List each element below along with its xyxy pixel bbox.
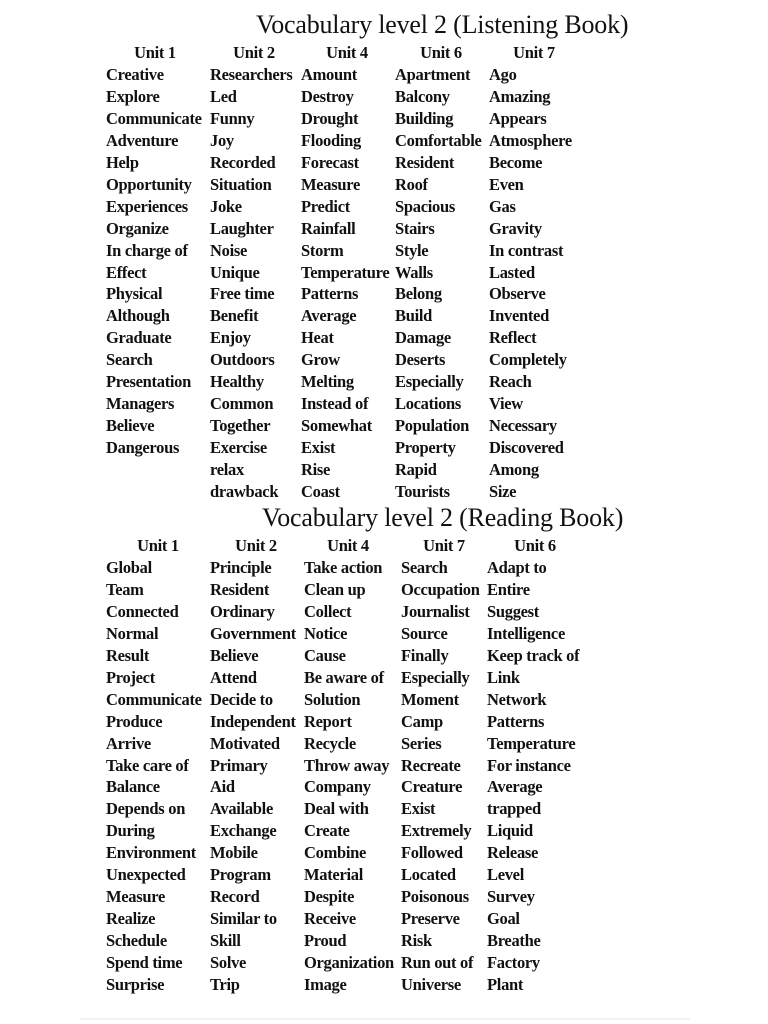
vocabulary-word: Liquid [487, 821, 533, 841]
vocabulary-word: In charge of [106, 240, 188, 260]
vocabulary-word: Goal [487, 909, 520, 929]
vocabulary-word: Property [395, 438, 456, 458]
vocabulary-word: Breathe [487, 931, 541, 951]
vocabulary-word: Explore [106, 86, 160, 106]
vocabulary-word: Patterns [487, 711, 545, 731]
vocabulary-word: Led [210, 86, 237, 106]
vocabulary-word: Intelligence [487, 623, 565, 643]
vocabulary-word: Solve [210, 953, 247, 973]
vocabulary-word: Clean up [304, 579, 366, 599]
vocabulary-word: Spacious [395, 196, 455, 216]
vocabulary-word: Recycle [304, 733, 356, 753]
vocabulary-word: Search [106, 350, 153, 370]
listening-unit-column [301, 42, 393, 503]
vocabulary-word: Company [304, 777, 371, 797]
vocabulary-word: Moment [401, 689, 459, 709]
vocabulary-word: Unexpected [106, 865, 186, 885]
vocabulary-word: Program [210, 865, 271, 885]
vocabulary-word: Plant [487, 975, 524, 995]
vocabulary-word: Completely [489, 350, 567, 370]
reading-unit-column [304, 535, 394, 996]
vocabulary-word: Believe [106, 416, 155, 436]
vocabulary-word: Stairs [395, 218, 435, 238]
vocabulary-word: Amazing [489, 86, 551, 106]
listening-section-title: Vocabulary level 2 (Listening Book) [256, 10, 629, 39]
vocabulary-word: Appears [489, 108, 547, 128]
vocabulary-word: Link [487, 667, 520, 687]
listening-unit-column [395, 42, 487, 503]
vocabulary-word: Measure [301, 174, 360, 194]
vocabulary-word: Style [395, 240, 429, 260]
vocabulary-word: Observe [489, 284, 546, 304]
listening-unit-column [106, 42, 207, 459]
vocabulary-word: Schedule [106, 931, 167, 951]
vocabulary-word: Gas [489, 196, 516, 216]
vocabulary-word: Decide to [210, 689, 273, 709]
vocabulary-word: Deal with [304, 799, 369, 819]
vocabulary-word: Rise [301, 460, 331, 480]
vocabulary-word: For instance [487, 755, 571, 775]
vocabulary-word: Organization [304, 953, 394, 973]
vocabulary-word: Preserve [401, 909, 460, 929]
vocabulary-word: Free time [210, 284, 275, 304]
vocabulary-word: Organize [106, 218, 169, 238]
vocabulary-word: Notice [304, 623, 348, 643]
vocabulary-word: Keep track of [487, 645, 580, 665]
vocabulary-word: drawback [210, 482, 279, 502]
vocabulary-word: Suggest [487, 601, 539, 621]
vocabulary-word: Combine [304, 843, 367, 863]
vocabulary-word: Heat [301, 328, 334, 348]
vocabulary-word: Produce [106, 711, 163, 731]
vocabulary-word: Damage [395, 328, 451, 348]
unit-header: Unit 6 [514, 536, 556, 555]
vocabulary-word: Connected [106, 601, 179, 621]
vocabulary-word: Team [106, 579, 144, 599]
vocabulary-word: Benefit [210, 306, 259, 326]
vocabulary-word: Lasted [489, 262, 535, 282]
vocabulary-word: Especially [395, 372, 464, 392]
vocabulary-word: Aid [210, 777, 235, 797]
vocabulary-word: Effect [106, 262, 147, 282]
vocabulary-word: trapped [487, 799, 541, 819]
vocabulary-word: Atmosphere [489, 130, 572, 150]
vocabulary-word: Storm [301, 240, 344, 260]
vocabulary-word: Record [210, 887, 260, 907]
vocabulary-word: In contrast [489, 240, 564, 260]
vocabulary-word: Rapid [395, 460, 437, 480]
vocabulary-word: Instead of [301, 394, 369, 414]
page-bottom-edge [80, 1018, 690, 1020]
vocabulary-word: Adventure [106, 130, 179, 150]
vocabulary-word: Universe [401, 975, 461, 995]
listening-unit-column [210, 42, 298, 503]
vocabulary-word: Global [106, 557, 152, 577]
vocabulary-word: Arrive [106, 733, 151, 753]
vocabulary-word: Be aware of [304, 667, 384, 687]
vocabulary-word: Resident [210, 579, 270, 599]
vocabulary-word: Among [489, 460, 539, 480]
unit-header: Unit 2 [233, 43, 275, 62]
vocabulary-word: Factory [487, 953, 540, 973]
vocabulary-word: Reach [489, 372, 532, 392]
vocabulary-word: Project [106, 667, 155, 687]
vocabulary-word: Creature [401, 777, 463, 797]
vocabulary-word: Survey [487, 887, 535, 907]
unit-header: Unit 4 [326, 43, 368, 62]
vocabulary-word: Gravity [489, 218, 542, 238]
vocabulary-word: Forecast [301, 152, 359, 172]
vocabulary-word: Poisonous [401, 887, 469, 907]
vocabulary-word: Source [401, 623, 448, 643]
vocabulary-word: Believe [210, 645, 259, 665]
vocabulary-word: Become [489, 152, 543, 172]
vocabulary-word: Camp [401, 711, 443, 731]
vocabulary-word: Normal [106, 623, 159, 643]
vocabulary-word: Ordinary [210, 601, 275, 621]
vocabulary-word: Recreate [401, 755, 461, 775]
vocabulary-word: Depends on [106, 799, 186, 819]
vocabulary-word: Melting [301, 372, 354, 392]
unit-header: Unit 6 [420, 43, 462, 62]
vocabulary-word: Finally [401, 645, 449, 665]
vocabulary-word: Exercise [210, 438, 267, 458]
vocabulary-word: Solution [304, 689, 361, 709]
vocabulary-word: Surprise [106, 975, 165, 995]
vocabulary-word: Image [304, 975, 347, 995]
vocabulary-word: Noise [210, 240, 247, 260]
reading-unit-column [487, 535, 583, 996]
vocabulary-word: Release [487, 843, 539, 863]
vocabulary-word: Exchange [210, 821, 277, 841]
vocabulary-word: Dangerous [106, 438, 180, 458]
vocabulary-word: Unique [210, 262, 260, 282]
vocabulary-word: Exist [301, 438, 336, 458]
vocabulary-word: Search [401, 557, 448, 577]
vocabulary-word: Report [304, 711, 352, 731]
vocabulary-word: Experiences [106, 196, 188, 216]
vocabulary-word: Material [304, 865, 363, 885]
vocabulary-word: Environment [106, 843, 196, 863]
vocabulary-word: Principle [210, 557, 272, 577]
vocabulary-word: Ago [489, 64, 517, 84]
vocabulary-word: Realize [106, 909, 156, 929]
vocabulary-word: Mobile [210, 843, 258, 863]
vocabulary-word: Graduate [106, 328, 172, 348]
vocabulary-word: Available [210, 799, 273, 819]
vocabulary-word: Tourists [395, 482, 450, 502]
vocabulary-word: Average [301, 306, 357, 326]
vocabulary-word: Funny [210, 108, 255, 128]
vocabulary-word: Take action [304, 557, 383, 577]
vocabulary-word: Grow [301, 350, 340, 370]
unit-header: Unit 4 [327, 536, 369, 555]
vocabulary-word: Proud [304, 931, 347, 951]
vocabulary-word: Measure [106, 887, 165, 907]
vocabulary-word: Help [106, 152, 139, 172]
vocabulary-word: Presentation [106, 372, 191, 392]
vocabulary-word: Network [487, 689, 547, 709]
vocabulary-word: Discovered [489, 438, 564, 458]
vocabulary-word: Apartment [395, 64, 471, 84]
vocabulary-word: Situation [210, 174, 272, 194]
vocabulary-word: Temperature [487, 733, 576, 753]
vocabulary-word: Invented [489, 306, 549, 326]
vocabulary-word: Healthy [210, 372, 264, 392]
vocabulary-word: Managers [106, 394, 175, 414]
vocabulary-word: Size [489, 482, 517, 502]
vocabulary-word: Series [401, 733, 442, 753]
vocabulary-word: Reflect [489, 328, 537, 348]
vocabulary-word: Resident [395, 152, 455, 172]
vocabulary-word: Coast [301, 482, 340, 502]
vocabulary-word: Adapt to [487, 557, 547, 577]
vocabulary-word: Level [487, 865, 524, 885]
vocabulary-word: Run out of [401, 953, 474, 973]
vocabulary-word: Spend time [106, 953, 183, 973]
vocabulary-word: Independent [210, 711, 296, 731]
vocabulary-word: Build [395, 306, 433, 326]
vocabulary-word: Primary [210, 755, 268, 775]
vocabulary-word: Despite [304, 887, 355, 907]
vocabulary-word: Take care of [106, 755, 189, 775]
unit-header: Unit 1 [134, 43, 176, 62]
vocabulary-word: Trip [210, 975, 240, 995]
unit-header: Unit 7 [513, 43, 555, 62]
vocabulary-word: Together [210, 416, 271, 436]
vocabulary-word: Recorded [210, 152, 276, 172]
vocabulary-word: Especially [401, 667, 470, 687]
vocabulary-word: Create [304, 821, 350, 841]
vocabulary-word: Cause [304, 645, 346, 665]
vocabulary-word: Creative [106, 64, 164, 84]
vocabulary-word: Skill [210, 931, 241, 951]
unit-header: Unit 2 [235, 536, 277, 555]
reading-unit-column [210, 535, 302, 996]
reading-unit-column [106, 535, 210, 996]
vocabulary-word: Amount [301, 64, 357, 84]
vocabulary-word: Joy [210, 130, 234, 150]
vocabulary-word: Necessary [489, 416, 557, 436]
vocabulary-word: Temperature [301, 262, 390, 282]
vocabulary-word: Even [489, 174, 524, 194]
vocabulary-word: Outdoors [210, 350, 275, 370]
vocabulary-word: Belong [395, 284, 442, 304]
vocabulary-word: Located [401, 865, 456, 885]
vocabulary-word: Opportunity [106, 174, 192, 194]
vocabulary-word: Extremely [401, 821, 472, 841]
vocabulary-word: relax [210, 460, 244, 480]
vocabulary-word: Exist [401, 799, 436, 819]
vocabulary-word: Communicate [106, 689, 202, 709]
vocabulary-word: Balcony [395, 86, 450, 106]
vocabulary-word: Government [210, 623, 296, 643]
reading-section-title: Vocabulary level 2 (Reading Book) [262, 503, 624, 532]
vocabulary-word: Common [210, 394, 274, 414]
vocabulary-word: Motivated [210, 733, 280, 753]
vocabulary-word: Throw away [304, 755, 390, 775]
unit-header: Unit 1 [137, 536, 179, 555]
vocabulary-word: Followed [401, 843, 463, 863]
vocabulary-word: Result [106, 645, 150, 665]
vocabulary-word: Risk [401, 931, 432, 951]
vocabulary-word: Patterns [301, 284, 359, 304]
vocabulary-word: Building [395, 108, 454, 128]
listening-unit-column [489, 42, 579, 503]
vocabulary-word: Drought [301, 108, 359, 128]
vocabulary-word: Enjoy [210, 328, 251, 348]
vocabulary-word: Collect [304, 601, 352, 621]
vocabulary-word: Occupation [401, 579, 480, 599]
vocabulary-word: Walls [395, 262, 433, 282]
vocabulary-word: Entire [487, 579, 530, 599]
vocabulary-word: Average [487, 777, 543, 797]
vocabulary-word: Somewhat [301, 416, 372, 436]
vocabulary-word: Destroy [301, 86, 354, 106]
vocabulary-word: View [489, 394, 523, 414]
vocabulary-word: Deserts [395, 350, 446, 370]
vocabulary-word: Receive [304, 909, 356, 929]
vocabulary-word: Flooding [301, 130, 361, 150]
vocabulary-word: During [106, 821, 155, 841]
vocabulary-word: Journalist [401, 601, 470, 621]
vocabulary-word: Communicate [106, 108, 202, 128]
vocabulary-word: Although [106, 306, 170, 326]
reading-unit-column [401, 535, 487, 996]
vocabulary-word: Similar to [210, 909, 277, 929]
vocabulary-word: Locations [395, 394, 462, 414]
vocabulary-word: Rainfall [301, 218, 356, 238]
unit-header: Unit 7 [423, 536, 465, 555]
vocabulary-word: Researchers [210, 64, 293, 84]
vocabulary-word: Joke [210, 196, 242, 216]
vocabulary-word: Predict [301, 196, 350, 216]
vocabulary-word: Comfortable [395, 130, 482, 150]
vocabulary-word: Attend [210, 667, 257, 687]
vocabulary-word: Roof [395, 174, 428, 194]
vocabulary-word: Balance [106, 777, 160, 797]
vocabulary-word: Laughter [210, 218, 274, 238]
vocabulary-word: Physical [106, 284, 163, 304]
vocabulary-word: Population [395, 416, 470, 436]
